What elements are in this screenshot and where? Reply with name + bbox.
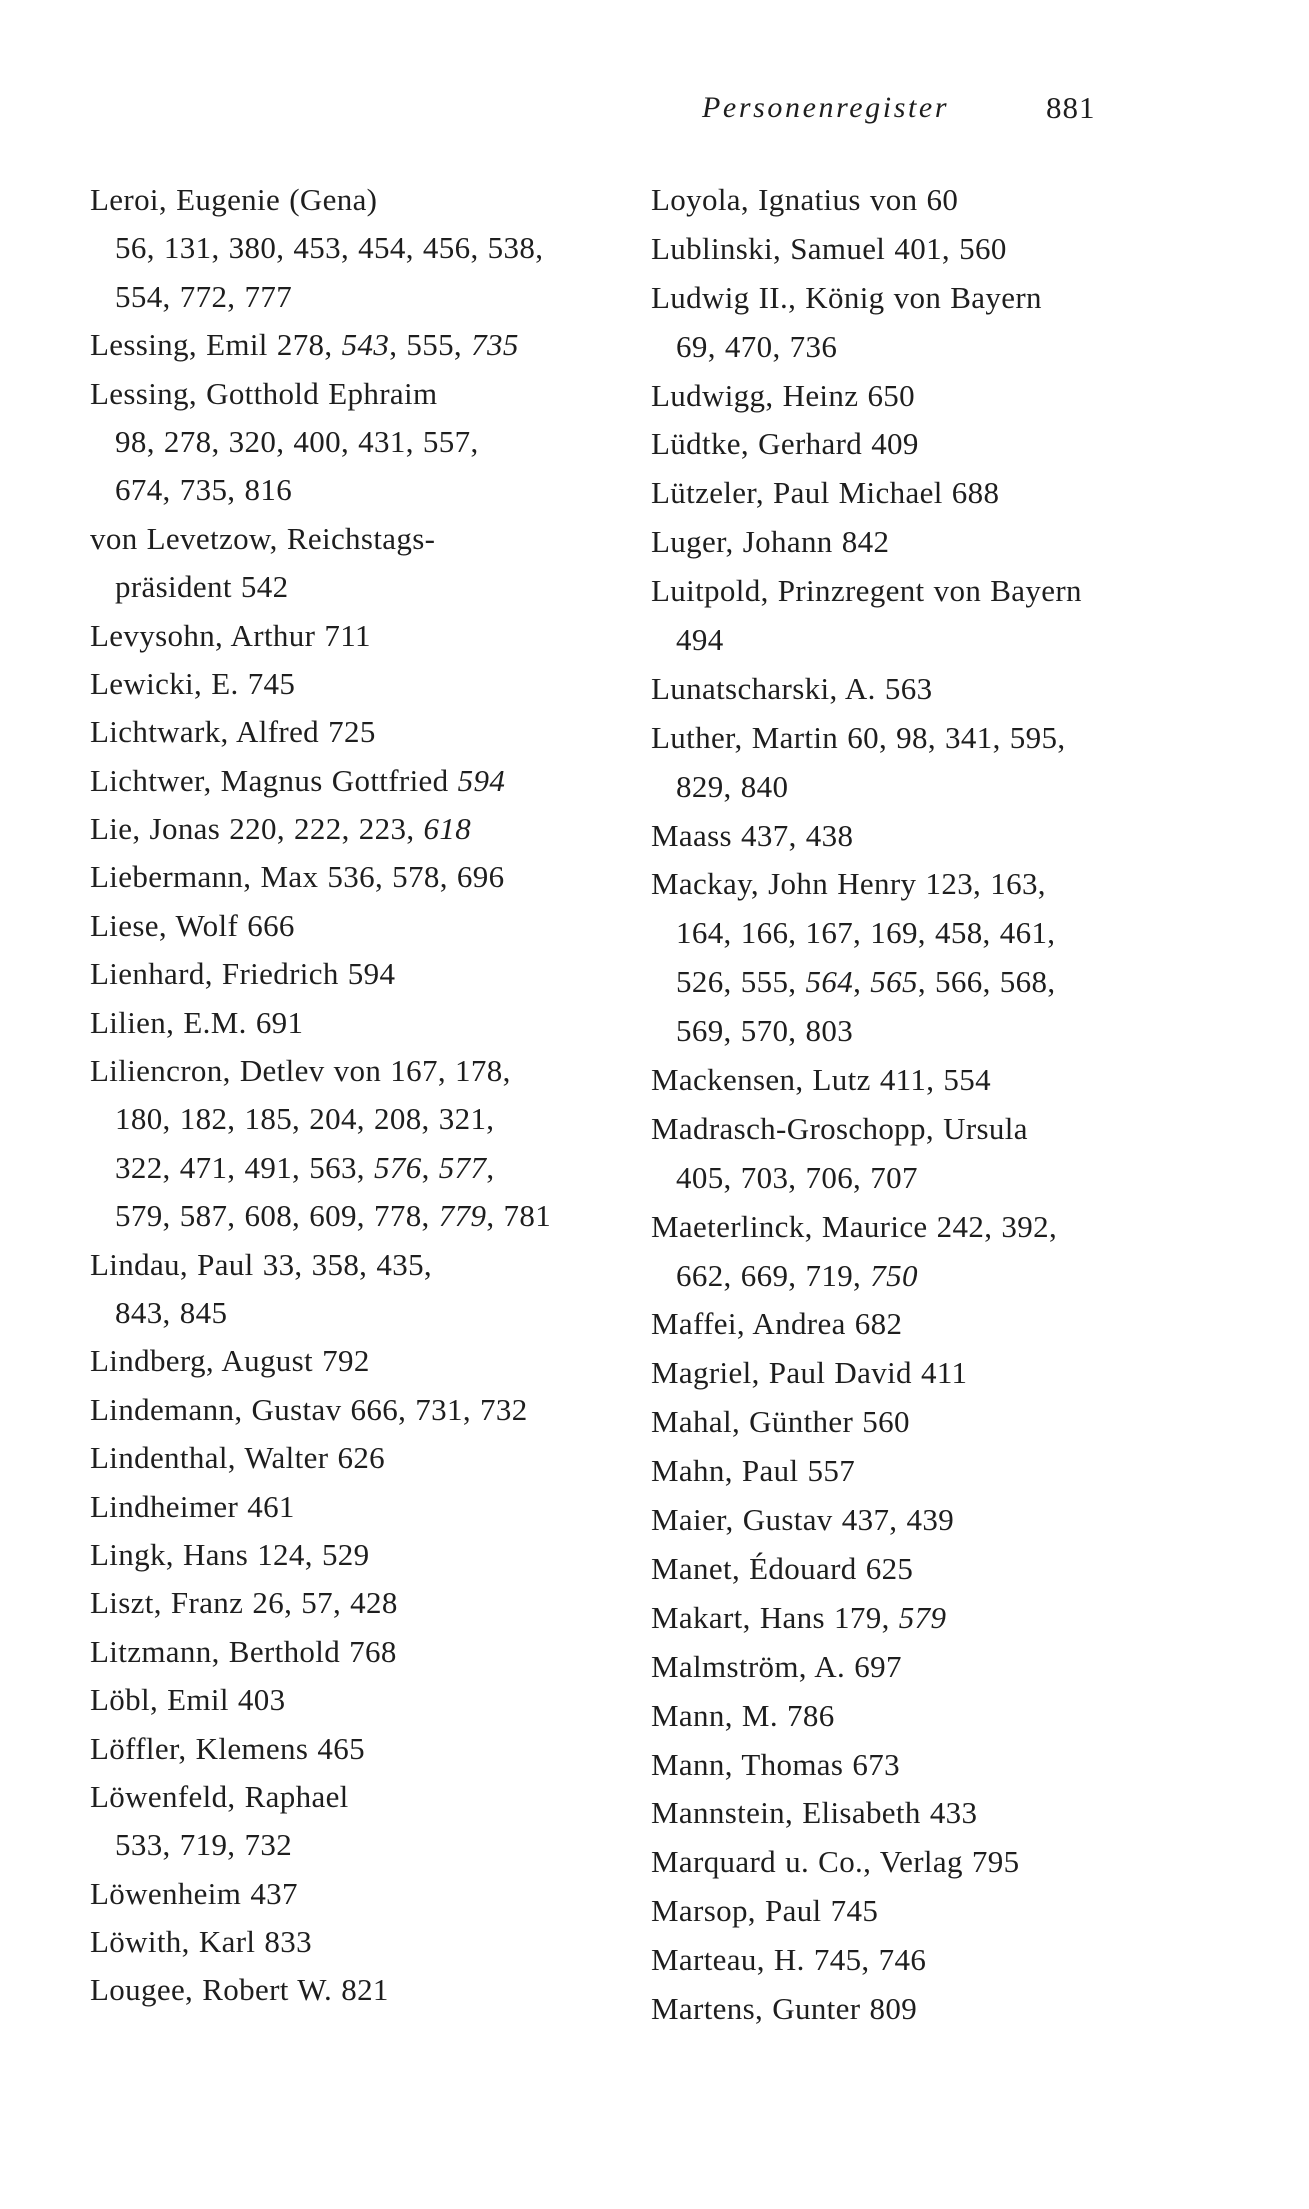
index-entry-continuation — [651, 1154, 1251, 1203]
index-page-ref-italic: 779 — [438, 1198, 487, 1234]
index-text: 180, 182, 185, 204, 208, 321, — [115, 1101, 495, 1137]
index-text: Martens, Gunter 809 — [651, 1990, 918, 2026]
index-entry — [651, 1692, 1251, 1741]
index-entry-continuation — [651, 909, 1251, 958]
index-text: 662, 669, 719, — [676, 1257, 871, 1293]
index-text: Lützeler, Paul Michael 688 — [651, 475, 1000, 511]
index-entry — [90, 1918, 650, 1966]
running-head — [0, 88, 1309, 128]
index-text: Löbl, Emil 403 — [90, 1682, 286, 1718]
index-entry — [90, 950, 650, 998]
index-text: 526, 555, — [676, 964, 806, 1000]
index-page-ref-italic: 564 — [805, 964, 854, 1000]
index-text: Litzmann, Berthold 768 — [90, 1633, 397, 1669]
index-text: , 555, — [389, 327, 472, 363]
index-text: , — [486, 1149, 495, 1185]
index-text: Manet, Édouard 625 — [651, 1550, 914, 1586]
index-text: 405, 703, 706, 707 — [676, 1159, 918, 1195]
index-text: Lougee, Robert W. 821 — [90, 1972, 389, 2008]
index-entry — [651, 567, 1251, 616]
index-entry — [90, 1483, 650, 1531]
index-entry — [90, 660, 650, 708]
running-head-title: Personenregister — [702, 91, 950, 124]
index-text: Maass 437, 438 — [651, 817, 854, 853]
index-entry — [651, 420, 1251, 469]
index-entry — [90, 902, 650, 950]
index-entry — [651, 812, 1251, 861]
index-entry — [651, 1936, 1251, 1985]
index-entry — [651, 225, 1251, 274]
index-text: Mann, M. 786 — [651, 1697, 835, 1733]
index-text: Makart, Hans 179, — [651, 1599, 899, 1635]
index-entry — [651, 1496, 1251, 1545]
index-entry — [90, 757, 650, 805]
index-entry — [651, 1105, 1251, 1154]
index-text: Mackay, John Henry 123, 163, — [651, 866, 1046, 902]
index-text: Lewicki, E. 745 — [90, 665, 296, 701]
index-entry — [90, 176, 650, 224]
index-entry-continuation — [90, 1144, 650, 1192]
index-text: Levysohn, Arthur 711 — [90, 617, 371, 653]
index-text: Lingk, Hans 124, 529 — [90, 1536, 370, 1572]
index-text: 164, 166, 167, 169, 458, 461, — [676, 915, 1056, 951]
index-text: Maier, Gustav 437, 439 — [651, 1502, 955, 1538]
index-entry — [651, 665, 1251, 714]
index-entry — [90, 1337, 650, 1385]
index-page-ref-italic: 576 — [374, 1149, 422, 1185]
index-text: Lichtwark, Alfred 725 — [90, 714, 376, 750]
index-entry — [90, 370, 650, 418]
index-entry — [90, 1676, 650, 1724]
index-text: Liese, Wolf 666 — [90, 907, 295, 943]
index-entry — [651, 1741, 1251, 1790]
index-entry — [651, 469, 1251, 518]
index-entry — [651, 372, 1251, 421]
index-entry — [651, 176, 1251, 225]
index-entry — [651, 518, 1251, 567]
index-text: Lessing, Gotthold Ephraim — [90, 375, 438, 411]
index-text: präsident 542 — [115, 569, 289, 605]
index-entry-continuation — [90, 418, 650, 466]
index-entry — [90, 999, 650, 1047]
index-text: Lunatscharski, A. 563 — [651, 670, 933, 706]
index-entry-continuation — [651, 323, 1251, 372]
index-entry-continuation — [90, 1095, 650, 1143]
index-entry — [651, 1789, 1251, 1838]
index-entry-continuation — [651, 1007, 1251, 1056]
page-number: 881 — [1046, 90, 1096, 125]
index-text: 69, 470, 736 — [676, 328, 838, 364]
index-entry — [90, 1241, 650, 1289]
index-entry — [90, 1047, 650, 1095]
index-entry — [90, 1531, 650, 1579]
index-entry — [90, 1966, 650, 2014]
index-text: Lindberg, August 792 — [90, 1343, 370, 1379]
index-text: Löffler, Klemens 465 — [90, 1730, 365, 1766]
index-entry — [651, 1300, 1251, 1349]
index-text: 494 — [676, 622, 724, 658]
index-entry-continuation — [90, 1821, 650, 1869]
index-text: Malmström, A. 697 — [651, 1648, 902, 1684]
index-text: , 781 — [486, 1198, 552, 1234]
index-text: 554, 772, 777 — [115, 278, 293, 314]
index-text: Lilien, E.M. 691 — [90, 1004, 304, 1040]
index-entry — [651, 1056, 1251, 1105]
index-text: Lindheimer 461 — [90, 1488, 295, 1524]
index-text: 56, 131, 380, 453, 454, 456, 538, — [115, 230, 544, 266]
index-column-right — [651, 176, 1251, 2034]
index-entry — [90, 321, 650, 369]
index-text: Loyola, Ignatius von 60 — [651, 182, 959, 217]
index-page-ref-italic: 543 — [341, 327, 390, 363]
index-text: Liebermann, Max 536, 578, 696 — [90, 859, 505, 895]
index-entry-continuation — [90, 466, 650, 514]
index-text: Lessing, Emil 278, — [90, 327, 342, 363]
index-entry — [651, 1545, 1251, 1594]
index-entry-continuation — [90, 224, 650, 272]
index-text: Maeterlinck, Maurice 242, 392, — [651, 1208, 1058, 1244]
index-text: 843, 845 — [115, 1294, 228, 1330]
index-text: 674, 735, 816 — [115, 472, 293, 508]
index-text: Marquard u. Co., Verlag 795 — [651, 1844, 1020, 1880]
index-text: Liszt, Franz 26, 57, 428 — [90, 1585, 398, 1621]
index-entry — [651, 860, 1251, 909]
index-text: Lienhard, Friedrich 594 — [90, 956, 396, 992]
index-text: Mackensen, Lutz 411, 554 — [651, 1062, 991, 1098]
index-text: 829, 840 — [676, 768, 789, 804]
index-entry — [651, 714, 1251, 763]
index-text: Mann, Thomas 673 — [651, 1746, 900, 1782]
index-column-left — [90, 176, 650, 2015]
index-text: Magriel, Paul David 411 — [651, 1355, 968, 1391]
index-entry — [651, 1203, 1251, 1252]
index-text: 98, 278, 320, 400, 431, 557, — [115, 423, 479, 459]
index-entry — [90, 1386, 650, 1434]
index-text: Luther, Martin 60, 98, 341, 595, — [651, 719, 1066, 755]
index-text: Luger, Johann 842 — [651, 524, 890, 560]
index-text: 579, 587, 608, 609, 778, — [115, 1198, 439, 1234]
index-entry — [90, 1773, 650, 1821]
index-text: Marteau, H. 745, 746 — [651, 1942, 927, 1978]
index-text: Lichtwer, Magnus Gottfried — [90, 762, 458, 798]
index-entry-continuation — [90, 1289, 650, 1337]
index-entry — [651, 1349, 1251, 1398]
index-entry-continuation — [651, 958, 1251, 1007]
index-entry — [90, 1434, 650, 1482]
index-entry — [651, 274, 1251, 323]
index-entry — [90, 1628, 650, 1676]
index-text: 322, 471, 491, 563, — [115, 1149, 374, 1185]
index-text: Lublinski, Samuel 401, 560 — [651, 230, 1007, 266]
index-text: Lindau, Paul 33, 358, 435, — [90, 1246, 433, 1282]
index-entry — [651, 1838, 1251, 1887]
index-entry-continuation — [90, 1192, 650, 1240]
index-text: Liliencron, Detlev von 167, 178, — [90, 1053, 511, 1089]
index-page-ref-italic: 579 — [898, 1599, 947, 1635]
index-page-ref-italic: 750 — [870, 1257, 918, 1293]
index-entry — [651, 1398, 1251, 1447]
index-text: Leroi, Eugenie (Gena) — [90, 182, 378, 217]
index-text: Maffei, Andrea 682 — [651, 1306, 903, 1342]
index-text: Lie, Jonas 220, 222, 223, — [90, 811, 424, 847]
index-text: , — [421, 1149, 439, 1185]
index-entry — [90, 515, 650, 563]
index-entry-continuation — [90, 563, 650, 611]
index-entry — [651, 1887, 1251, 1936]
index-text: Marsop, Paul 745 — [651, 1893, 879, 1929]
index-entry — [651, 1643, 1251, 1692]
index-text: 569, 570, 803 — [676, 1013, 854, 1049]
index-text: Löwith, Karl 833 — [90, 1924, 312, 1960]
index-entry — [90, 805, 650, 853]
index-page-ref-italic: 594 — [457, 762, 506, 798]
index-text: , — [853, 964, 871, 1000]
index-text: Lüdtke, Gerhard 409 — [651, 426, 919, 462]
index-text: von Levetzow, Reichstags- — [90, 520, 436, 556]
index-entry-continuation — [90, 273, 650, 321]
index-entry — [90, 1725, 650, 1773]
index-text: Ludwig II., König von Bayern — [651, 279, 1042, 315]
index-entry — [90, 612, 650, 660]
index-text: Löwenheim 437 — [90, 1875, 298, 1911]
index-page-ref-italic: 735 — [471, 327, 519, 363]
index-text: Lindemann, Gustav 666, 731, 732 — [90, 1391, 528, 1427]
index-page-ref-italic: 565 — [870, 964, 918, 1000]
index-entry — [90, 1579, 650, 1627]
index-entry — [90, 1870, 650, 1918]
index-text: Lindenthal, Walter 626 — [90, 1440, 386, 1476]
index-entry — [651, 1985, 1251, 2034]
index-entry-continuation — [651, 763, 1251, 812]
index-entry — [90, 853, 650, 901]
index-entry — [651, 1447, 1251, 1496]
index-text: Löwenfeld, Raphael — [90, 1778, 349, 1814]
index-text: , 566, 568, — [917, 964, 1056, 1000]
index-entry-continuation — [651, 616, 1251, 665]
index-entry — [651, 1594, 1251, 1643]
index-text: Madrasch-Groschopp, Ursula — [651, 1110, 1028, 1146]
index-text: Mahn, Paul 557 — [651, 1453, 856, 1489]
index-entry — [90, 708, 650, 756]
index-text: Mannstein, Elisabeth 433 — [651, 1795, 978, 1831]
index-text: Luitpold, Prinzregent von Bayern — [651, 573, 1082, 609]
index-entry-continuation — [651, 1252, 1251, 1301]
index-text: Ludwigg, Heinz 650 — [651, 377, 916, 413]
index-page-ref-italic: 577 — [438, 1149, 487, 1185]
index-text: Mahal, Günther 560 — [651, 1404, 910, 1440]
index-page-ref-italic: 618 — [423, 811, 472, 847]
index-text: 533, 719, 732 — [115, 1827, 293, 1863]
